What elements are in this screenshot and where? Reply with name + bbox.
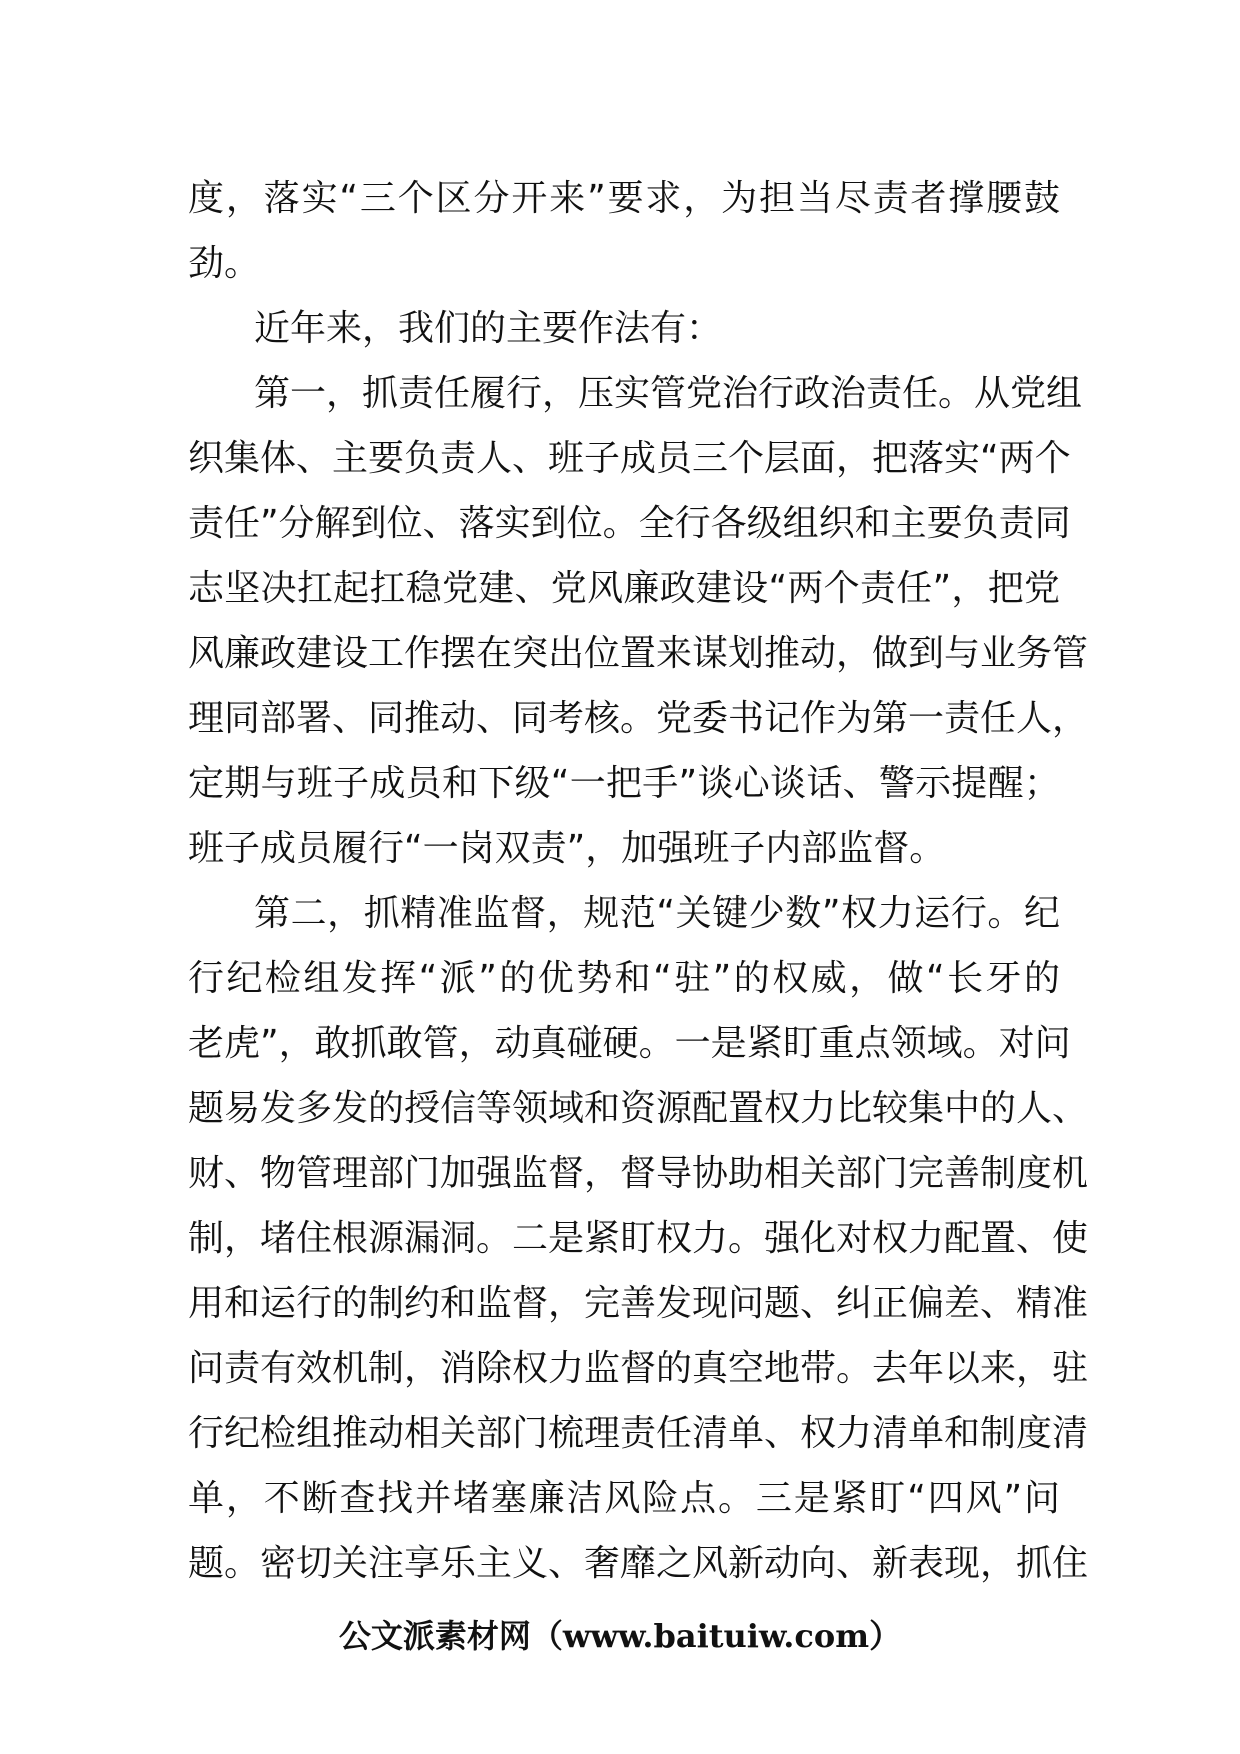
text-line: 制，堵住根源漏洞。二是紧盯权力。强化对权力配置、使	[188, 1218, 1089, 1259]
text-line: 责任”分解到位、落实到位。全行各级组织和主要负责同	[188, 503, 1071, 544]
footer-watermark: 公文派素材网（www.baituiw.com）	[338, 1617, 902, 1655]
text-line: 用和运行的制约和监督，完善发现问题、纠正偏差、精准	[188, 1283, 1089, 1324]
text-line: 题易发多发的授信等领域和资源配置权力比较集中的人、	[188, 1088, 1089, 1129]
text-line: 班子成员履行“一岗双责”，加强班子内部监督。	[188, 828, 946, 869]
document-body	[188, 166, 1089, 1596]
paragraph-first-line: 第二，抓精准监督，规范“关键少数”权力运行。纪	[254, 893, 1060, 934]
text-line: 问责有效机制，消除权力监督的真空地带。去年以来，驻	[188, 1348, 1089, 1389]
text-line: 财、物管理部门加强监督，督导协助相关部门完善制度机	[188, 1153, 1089, 1194]
text-line: 理同部署、同推动、同考核。党委书记作为第一责任人，	[188, 698, 1089, 739]
text-line: 劲。	[188, 243, 261, 284]
text-line: 行纪检组发挥“派”的优势和“驻”的权威，做“长牙的	[188, 958, 1060, 999]
text-line: 题。密切关注享乐主义、奢靡之风新动向、新表现，抓住	[188, 1543, 1089, 1584]
text-line: 风廉政建设工作摆在突出位置来谋划推动，做到与业务管	[188, 633, 1089, 674]
text-line: 老虎”，敢抓敢管，动真碰硬。一是紧盯重点领域。对问	[188, 1023, 1071, 1064]
text-line: 志坚决扛起扛稳党建、党风廉政建设“两个责任”，把党	[188, 568, 1060, 609]
paragraph-intro: 近年来，我们的主要作法有：	[254, 308, 723, 349]
text-line: 单，不断查找并堵塞廉洁风险点。三是紧盯“四风”问	[188, 1478, 1060, 1519]
text-line: 定期与班子成员和下级“一把手”谈心谈话、警示提醒；	[188, 763, 1060, 804]
paragraph-first-line: 第一，抓责任履行，压实管党治行政治责任。从党组	[254, 373, 1083, 414]
text-line: 织集体、主要负责人、班子成员三个层面，把落实“两个	[188, 438, 1071, 479]
text-line: 行纪检组推动相关部门梳理责任清单、权力清单和制度清	[188, 1413, 1089, 1454]
text-line: 度，落实“三个区分开来”要求，为担当尽责者撑腰鼓	[188, 178, 1060, 219]
